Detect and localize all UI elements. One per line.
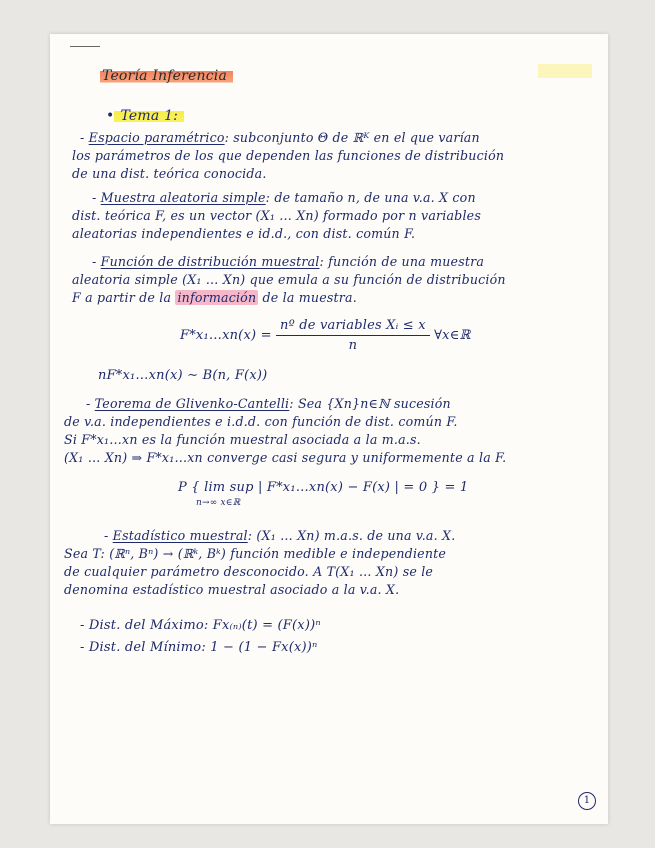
funcion-line-3-post: de la muestra.: [262, 290, 357, 305]
top-pencil-mark: [70, 46, 100, 47]
highlighted-word: información: [177, 290, 257, 305]
glivenko-term: Teorema de Glivenko-Cantelli: [94, 396, 290, 411]
funcion-line-3: [72, 292, 357, 305]
formula-lhs: F*x₁…xn(x) =: [180, 328, 272, 343]
page-title: Teoría Inferencia: [100, 68, 233, 84]
glivenko-line-1: - Teorema de Glivenko-Cantelli: Sea {Xn}n∈ℕ sucesión: [86, 396, 451, 411]
formula-fraction: [276, 318, 430, 353]
glivenko-line-1-text: : Sea {Xn}n∈ℕ sucesión: [289, 396, 451, 411]
estadistico-line-2: Sea T: (ℝⁿ, Bⁿ) → (ℝᵏ, Bᵏ) función medible e independiente: [64, 546, 447, 561]
notebook-page: [50, 34, 608, 824]
formula-denominator: n: [348, 338, 358, 353]
muestra-line-1: - Muestra aleatoria simple: de tamaño n, de una v.a. X con: [92, 190, 476, 205]
faded-highlight-mark: [538, 64, 592, 78]
empirical-cdf-formula: [180, 318, 470, 353]
section-heading: • Tema 1:: [106, 108, 184, 124]
funcion-line-3-pre: F a partir de la: [72, 290, 172, 305]
funcion-line-2: aleatoria simple (X₁ … Xn) que emula a su función de distribución: [72, 272, 506, 287]
estadistico-line-1-text: : (X₁ … Xn) m.a.s. de una v.a. X.: [247, 528, 456, 543]
formula-numerator: nº de variables Xᵢ ≤ x: [276, 318, 430, 336]
espacio-term: Espacio paramétrico: [88, 130, 225, 145]
funcion-line-1-text: : función de una muestra: [319, 254, 485, 269]
espacio-line-1: - Espacio paramétrico: subconjunto Θ de ℝᴷ en el que varían: [80, 130, 480, 145]
muestra-line-3: aleatorias independientes e id.d., con dist. común F.: [72, 226, 416, 241]
section-heading-label: Tema 1:: [114, 108, 184, 124]
estadistico-term: Estadístico muestral: [112, 528, 248, 543]
espacio-line-1-text: : subconjunto Θ de ℝᴷ en el que varían: [224, 130, 480, 145]
glivenko-line-4: (X₁ … Xn) ⇒ F*x₁…xn converge casi segura y uniformemente a la F.: [64, 450, 507, 465]
page-number: 1: [578, 792, 596, 810]
espacio-line-2: los parámetros de los que dependen las funciones de distribución: [72, 148, 505, 163]
estadistico-line-4: denomina estadístico muestral asociado a la v.a. X.: [64, 582, 400, 597]
funcion-line-1: - Función de distribución muestral: función de una muestra: [92, 254, 485, 269]
formula-rhs: ∀x∈ℝ: [434, 328, 471, 343]
glivenko-line-3: Si F*x₁…xn es la función muestral asociada a la m.a.s.: [64, 432, 421, 447]
binomial-formula: nF*x₁…xn(x) ∼ B(n, F(x)): [98, 368, 268, 383]
muestra-line-1-text: : de tamaño n, de una v.a. X con: [265, 190, 476, 205]
estadistico-line-3: de cualquier parámetro desconocido. A T(X₁ … Xn) se le: [64, 564, 434, 579]
glivenko-line-2: de v.a. independientes e i.d.d. con función de dist. común F.: [64, 414, 458, 429]
estadistico-line-1: - Estadístico muestral: (X₁ … Xn) m.a.s. de una v.a. X.: [104, 528, 456, 543]
glivenko-formula-subscripts: n→∞ x∈ℝ: [196, 498, 241, 508]
espacio-line-3: de una dist. teórica conocida.: [72, 166, 267, 181]
glivenko-formula: P { lim sup | F*x₁…xn(x) − F(x) | = 0 } = 1: [178, 480, 469, 495]
min-distribution: - Dist. del Mínimo: 1 − (1 − Fx(x))ⁿ: [80, 640, 318, 655]
max-distribution: - Dist. del Máximo: Fx₍ₙ₎(t) = (F(x))ⁿ: [80, 618, 321, 633]
funcion-term: Función de distribución muestral: [100, 254, 320, 269]
muestra-term: Muestra aleatoria simple: [100, 190, 266, 205]
muestra-line-2: dist. teórica F, es un vector (X₁ … Xn) formado por n variables: [72, 208, 481, 223]
